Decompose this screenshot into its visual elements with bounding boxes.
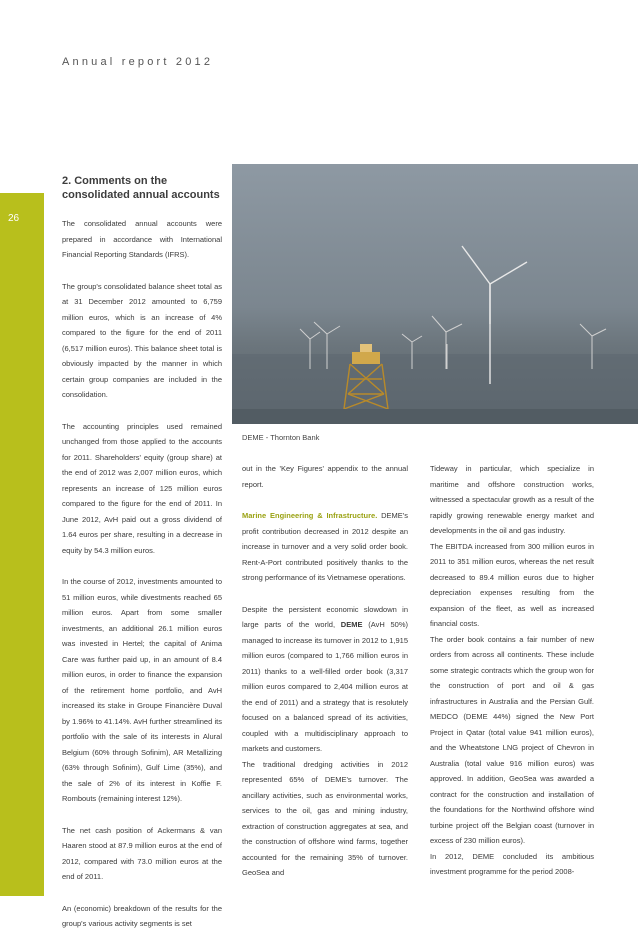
paragraph-investments: In the course of 2012, investments amounted to 51 million euros, while divestments reached 65 million euros. Apart from some smaller investments, an additional 26.1 million euros was invested in Hertel; the capital of Anima Care was further paid up, in an amount of 8.4 million euros, in order to finance the expansion of the retirement home portfolio, and AvH increased its stake in Groupe Financière Duval by 1.96% to 41.14%. AvH further streamlined its portfolio with the sale of its interests in Alural Belgium (60% through Sofinim), AR Metallizing (63% through Sofinim), Gulf Lime (35%), and the sale of 2% of its interest in Koffie F. Rombouts (remaining interest 12%). bbox=[62, 577, 222, 803]
paragraph-balance-sheet: The group's consolidated balance sheet total as at 31 December 2012 amounted to 6,759 million euros, which is an increase of 4% compared to the figure for the end of 2011 (6,517 million euros). This balance sheet total is obviously impacted by the manner in which certain group companies are included in the consolidation. bbox=[62, 281, 222, 399]
deme-bold: DEME bbox=[340, 620, 363, 629]
paragraph-dredging: The traditional dredging activities in 2012 represented 65% of DEME's turnover. The ancillary activities, such as environmental works, services to the oil, gas and mining industry, extraction of construction aggregates at sea, and the construction of offshore wind farms, together accounted for the remaining 35% of turnover. GeoSea and bbox=[242, 759, 408, 877]
paragraph-key-figures: out in the 'Key Figures' appendix to the annual report. bbox=[242, 464, 408, 489]
paragraph-net-cash: The net cash position of Ackermans & van Haaren stood at 87.9 million euros at the end of 2012, compared with 73.0 million euros at the end of 2011. bbox=[62, 825, 222, 881]
paragraph-tideway: Tideway in particular, which specialize in maritime and offshore construction works, witnessed a spectacular growth as a result of the rapidly growing renewable energy market and developments in the oil and gas industry. bbox=[430, 464, 594, 535]
paragraph-marine-engineering bbox=[242, 508, 408, 586]
paragraph-equity: The accounting principles used remained unchanged from those applied to the accounts for 2011. Shareholders' equity (group share) at the end of 2012 was 2,007 million euros, which represents an increase of 125 million euros compared to the figure for the end of 2011. In June 2012, AvH paid out a gross dividend of 1.64 euros per share, resulting in a decrease in equity by 54.3 million euros. bbox=[62, 421, 222, 555]
paragraph-deme-turnover-rest: (AvH 50%) managed to increase its turnover in 2012 to 1,915 million euros (compared to 1,766 million euros in 2011) thanks to a well-filled order book (3,317 million euros compared to 2,404 million euros at the end of 2011) and a strategy that is resolutely focused on a balanced spread of its activities, coupled with a multidisciplinary approach to markets and customers. bbox=[242, 620, 408, 753]
paragraph-deme-profit: DEME's profit contribution decreased in 2012 despite an increase in turnover and a very solid order book. Rent-A-Port contributed positively thanks to the strong performance of its Vietnamese operations. bbox=[242, 511, 408, 582]
section-heading: 2. Comments on the consolidated annual accounts bbox=[62, 175, 220, 201]
text-column-1 bbox=[62, 216, 222, 932]
paragraph-ebitda: The EBITDA increased from 300 million euros in 2011 to 351 million euros, whereas the net result decreased to 89.4 million euros due to higher depreciation expenses resulting from the expansion of the fleet, as well as increased financial costs. bbox=[430, 541, 594, 628]
photo-caption: DEME - Thornton Bank bbox=[242, 433, 320, 442]
text-column-3 bbox=[430, 461, 594, 880]
paragraph-order-book: The order book contains a fair number of new orders from across all continents. These include some strategic contracts which the group won for the construction of port and oil & gas infrastructures in Australia and the Persian Gulf. MEDCO (DEME 44%) signed the New Port Project in Qatar (total value 941 million euros), and the Wheatstone LNG project of Chevron in Australia (total value 916 million euros) was approved. In addition, GeoSea was awarded a contract for the construction and installation of the foundations for the Northwind offshore wind turbine project off the Belgian coast (turnover in excess of 230 million euros). bbox=[430, 634, 594, 845]
text-column-2 bbox=[242, 461, 408, 881]
page-number: 26 bbox=[8, 213, 20, 224]
paragraph-deme-turnover-start: Despite the persistent economic slowdown in large parts of the world, bbox=[242, 604, 408, 629]
offshore-wind-farm-photo bbox=[232, 164, 638, 424]
paragraph-deme-turnover bbox=[242, 602, 408, 757]
paragraph-segments: An (economic) breakdown of the results for the group's various activity segments is set bbox=[62, 903, 222, 928]
paragraph-investment-programme: In 2012, DEME concluded its ambitious investment programme for the period 2008- bbox=[430, 851, 594, 876]
report-title: Annual report 2012 bbox=[62, 56, 214, 68]
paragraph-ifrs: The consolidated annual accounts were prepared in accordance with International Financial Reporting Standards (IFRS). bbox=[62, 219, 222, 259]
page-accent-bar bbox=[0, 193, 44, 896]
subhead-marine-engineering: Marine Engineering & Infrastructure. bbox=[242, 511, 378, 520]
